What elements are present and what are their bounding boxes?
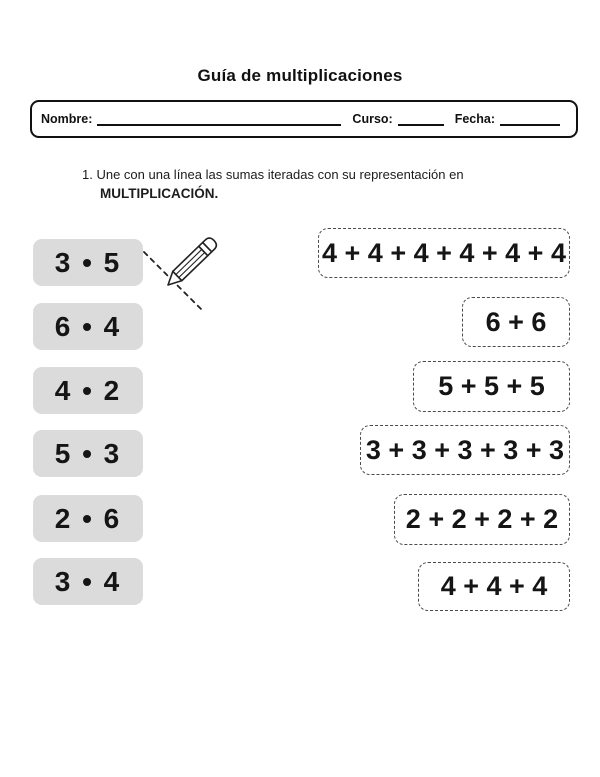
instruction-text: Une con una línea las sumas iteradas con su representación en [96,167,464,182]
name-label: Nombre: [41,112,93,126]
mult-card[interactable]: 5 • 3 [33,430,143,477]
mult-card[interactable]: 6 • 4 [33,303,143,350]
date-label: Fecha: [454,112,495,126]
pencil-icon [138,234,238,324]
page-title: Guía de multiplicaciones [197,66,403,85]
sum-card[interactable]: 5 + 5 + 5 [413,361,570,412]
mult-card[interactable]: 2 • 6 [33,495,143,542]
instruction-emphasis: MULTIPLICACIÓN. [100,186,219,201]
sum-card[interactable]: 4 + 4 + 4 + 4 + 4 + 4 [318,228,570,278]
course-label: Curso: [352,112,393,126]
mult-card[interactable]: 4 • 2 [33,367,143,414]
sum-card[interactable]: 4 + 4 + 4 [418,562,570,611]
mult-card[interactable]: 3 • 4 [33,558,143,605]
name-input-line[interactable] [97,113,341,126]
student-info-box [30,100,578,138]
course-input-line[interactable] [398,113,444,126]
mult-card[interactable]: 3 • 5 [33,239,143,286]
sum-card[interactable]: 3 + 3 + 3 + 3 + 3 [360,425,570,475]
date-input-line[interactable] [500,113,560,126]
sum-card[interactable]: 2 + 2 + 2 + 2 [394,494,570,545]
pencil-glyph [163,236,218,290]
instruction [82,165,464,203]
instruction-number: 1. [82,167,93,182]
sum-card[interactable]: 6 + 6 [462,297,570,347]
